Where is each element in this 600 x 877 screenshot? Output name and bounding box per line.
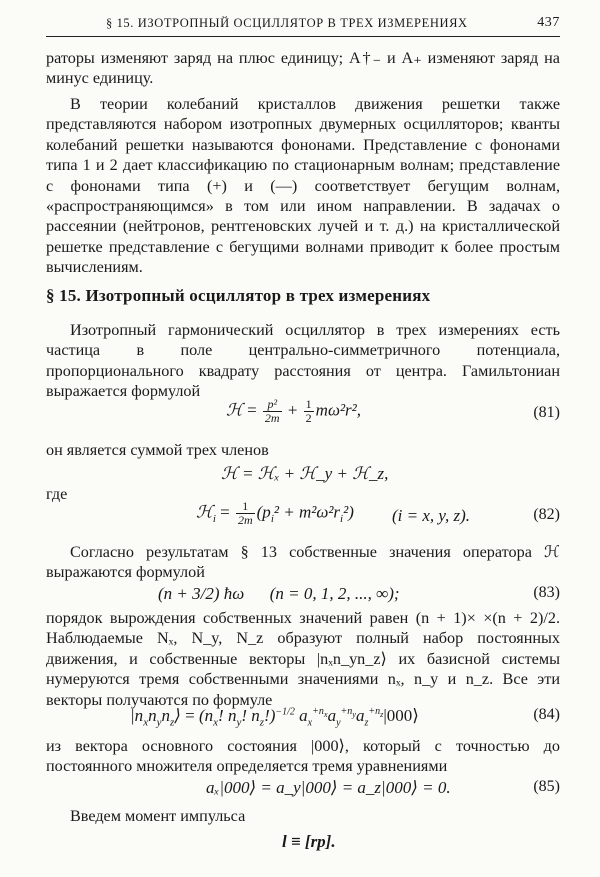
equation-84 — [46, 704, 560, 734]
paragraph-4: где — [46, 485, 68, 503]
page-number: 437 — [537, 15, 560, 30]
equation-82-formula: ℋ$_i$ = $\frac{1}{2m}$ $(p_i^2 + m^2\omega^2r_i^2)$ — [196, 499, 354, 527]
paragraph-1: В теории колебаний кристаллов движения решетки также представляются набором изотропных двумерных осцилляторов; кванты колебаний решетки называются фононами. Представление с фононами типа 1 и 2 дает классификацию по стационарным волнам; представление с фононами типа (+) и (—) соответствует бегущим волнам, «распространяющимся» в том или ином направлении. В задачах о рассеянии (нейтронов, рентгеновских лучей и т. д.) на кристаллической решетке представление с бегущими волнами приводит к более простым вычислениям. — [46, 95, 560, 277]
equation-85-formula: aₓ|000⟩ = a_y|000⟩ = a_z|000⟩ = 0. — [206, 778, 451, 797]
equation-sum-formula: ℋ = ℋₓ + ℋ_y + ℋ_z, — [221, 464, 389, 483]
equation-82 — [46, 500, 560, 530]
paragraph-5: Согласно результатам § 13 собственные значения оператора ℋ выражаются формулой — [46, 543, 560, 582]
paragraph-0: раторы изменяют заряд на плюс единицу; A†₋ и A₊ изменяют заряд на минус единицу. — [46, 49, 560, 88]
equation-angular-momentum — [46, 830, 560, 860]
equation-82-number: (82) — [533, 506, 560, 523]
paragraph-3: он является суммой трех членов — [46, 441, 269, 459]
equation-81-formula: ℋ = $\frac{\text{p²}}{2m}$ + $\frac{1}{2}$ mω²r², — [226, 397, 362, 425]
equation-83-formula: (n + 3/2) ħω (n = 0, 1, 2, ..., ∞); — [158, 584, 400, 603]
equation-82-condition: (i = x, y, z). — [392, 506, 471, 525]
section-title: § 15. Изотропный осциллятор в трех измерениях — [46, 286, 431, 305]
paragraph-7: из вектора основного состояния |000⟩, который с точностью до постоянного множителя определяется тремя уравнениями — [46, 737, 560, 776]
paragraph-8: Введем момент импульса — [70, 807, 246, 825]
equation-85 — [46, 776, 560, 806]
paragraph-2: Изотропный гармонический осциллятор в трех измерениях есть частица в поле центрально-симметричного потенциала, пропорционального квадрату расстояния от центра. Гамильтониан выражается формулой — [46, 321, 560, 401]
equation-81-number: (81) — [533, 404, 560, 421]
running-head-title: § 15. ИЗОТРОПНЫЙ ОСЦИЛЛЯТОР В ТРЕХ ИЗМЕРЕНИЯХ — [106, 16, 468, 30]
paragraph-6: порядок вырождения собственных значений равен (n + 1)× ×(n + 2)/2. Наблюдаемые Nₓ, N_y, N_z образуют полный набор постоянных движения, и собственные векторы |nₓn_yn_z⟩ их базисной системы нумеруются тремя собственными значениями nₓ, n_y и n_z. Все эти векторы получаются по формуле — [46, 609, 560, 709]
equation-angular-momentum-formula: l ≡ [rp]. — [282, 832, 336, 851]
book-page — [46, 0, 560, 877]
equation-83-number: (83) — [533, 584, 560, 601]
running-head — [46, 14, 560, 37]
equation-81 — [46, 398, 560, 428]
equation-84-number: (84) — [533, 706, 560, 723]
equation-84-formula: $|n_xn_yn_z⟩ = (n_x$! $n_y$! $n_z!)^{-1/2}$ $a_x^{+n_x}a_y^{+n_y}a_z^{+n_z}|000⟩$ — [130, 706, 419, 729]
equation-85-number: (85) — [533, 778, 560, 795]
